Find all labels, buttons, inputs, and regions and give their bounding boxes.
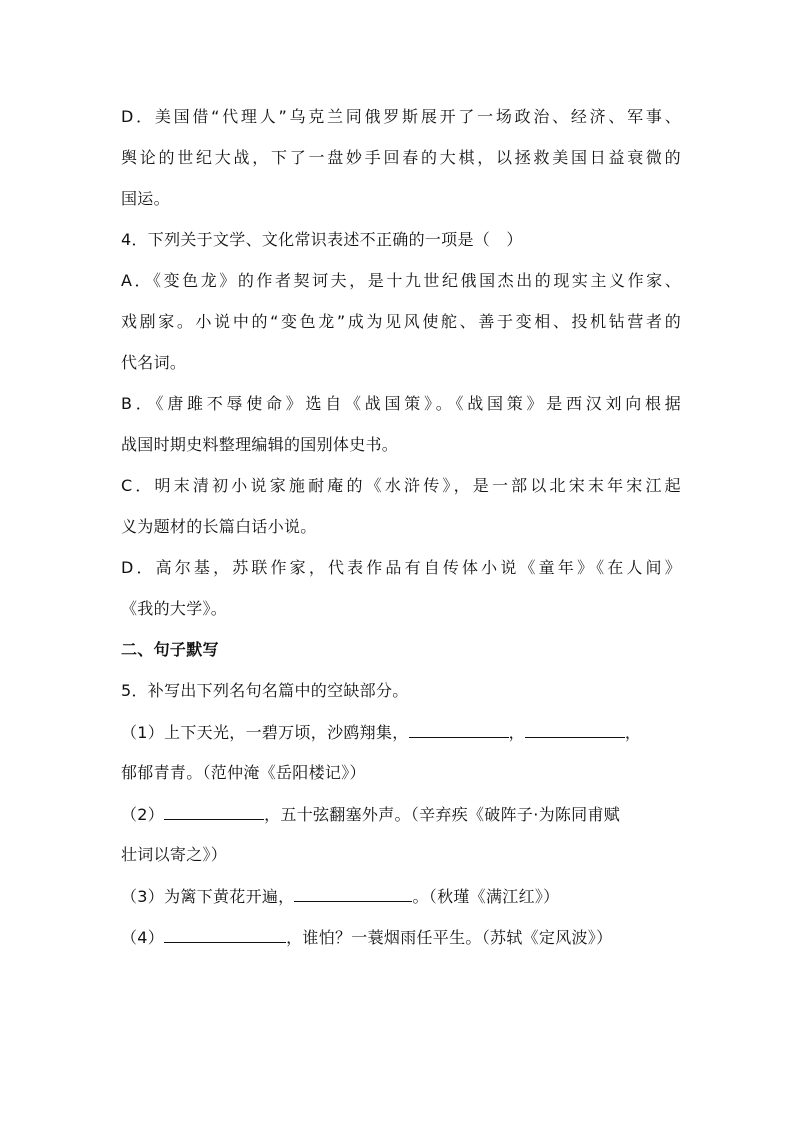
q4-option-b-line-2: 战国时期史料整理编辑的国别体史书。	[121, 435, 399, 454]
q3-option-d-line-1: D．美国借“代理人”乌克兰同俄罗斯展开了一场政治、经济、军事、	[121, 107, 681, 126]
q5-item-1-line-2: 郁郁青青。（范仲淹《岳阳楼记》）	[121, 763, 366, 782]
q5-item-1-text: （1）上下天光，一碧万顷，沙鸥翔集，	[121, 723, 409, 742]
q3-option-d-line-2: 舆论的世纪大战，下了一盘妙手回春的大棋，以拯救美国日益衰微的	[121, 148, 681, 167]
q5-item-1-end: ，	[624, 723, 642, 742]
q4-option-a-line-2: 戏剧家。小说中的“变色龙”成为见风使舵、善于变相、投机钻营者的	[121, 312, 681, 331]
q5-item-4-prefix: （4）	[121, 928, 165, 947]
q5-item-3-source: 。（秋瑾《满江红》）	[412, 887, 560, 906]
answer-blank[interactable]	[294, 885, 412, 902]
answer-blank[interactable]	[525, 721, 625, 738]
q4-option-d-line-2: 《我的大学》。	[121, 599, 228, 618]
q4-stem: 4．下列关于文学、文化常识表述不正确的一项是（ ）	[121, 230, 523, 249]
q5-item-4	[121, 926, 681, 949]
q4-option-b-line-1: B．《唐雎不辱使命》选自《战国策》。《战国策》是西汉刘向根据	[121, 394, 681, 413]
q4-option-c-line-2: 义为题材的长篇白话小说。	[121, 517, 317, 536]
answer-blank[interactable]	[164, 926, 286, 943]
q5-item-1-line-1	[121, 721, 681, 744]
q5-item-1-separator: ，	[508, 723, 525, 742]
q4-option-a-line-1: A．《变色龙》的作者契诃夫，是十九世纪俄国杰出的现实主义作家、	[121, 271, 681, 290]
q4-option-d-line-1: D．高尔基，苏联作家，代表作品有自传体小说《童年》《在人间》	[121, 558, 681, 577]
q5-item-2-line-2: 壮词以寄之》）	[121, 845, 228, 864]
q4-option-c-line-1: C．明末清初小说家施耐庵的《水浒传》，是一部以北宋末年宋江起	[121, 476, 681, 495]
answer-blank[interactable]	[409, 721, 509, 738]
q5-item-2-prefix: （2）	[121, 805, 165, 824]
answer-blank[interactable]	[164, 803, 264, 820]
q5-stem: 5．补写出下列名句名篇中的空缺部分。	[121, 681, 409, 700]
q4-option-a-line-3: 代名词。	[121, 353, 187, 372]
q5-item-3	[121, 885, 681, 908]
q5-item-2-text: ，五十弦翻塞外声。（辛弃疾《破阵子·为陈同甫赋	[264, 805, 621, 824]
q5-item-2-line-1	[121, 803, 681, 826]
q5-item-4-text: ，谁怕？一蓑烟雨任平生。（苏轼《定风波》）	[286, 928, 613, 947]
section-title: 二、句子默写	[121, 640, 219, 659]
q5-item-3-text: （3）为篱下黄花开遍，	[121, 887, 295, 906]
q3-option-d-line-3: 国运。	[121, 189, 170, 208]
